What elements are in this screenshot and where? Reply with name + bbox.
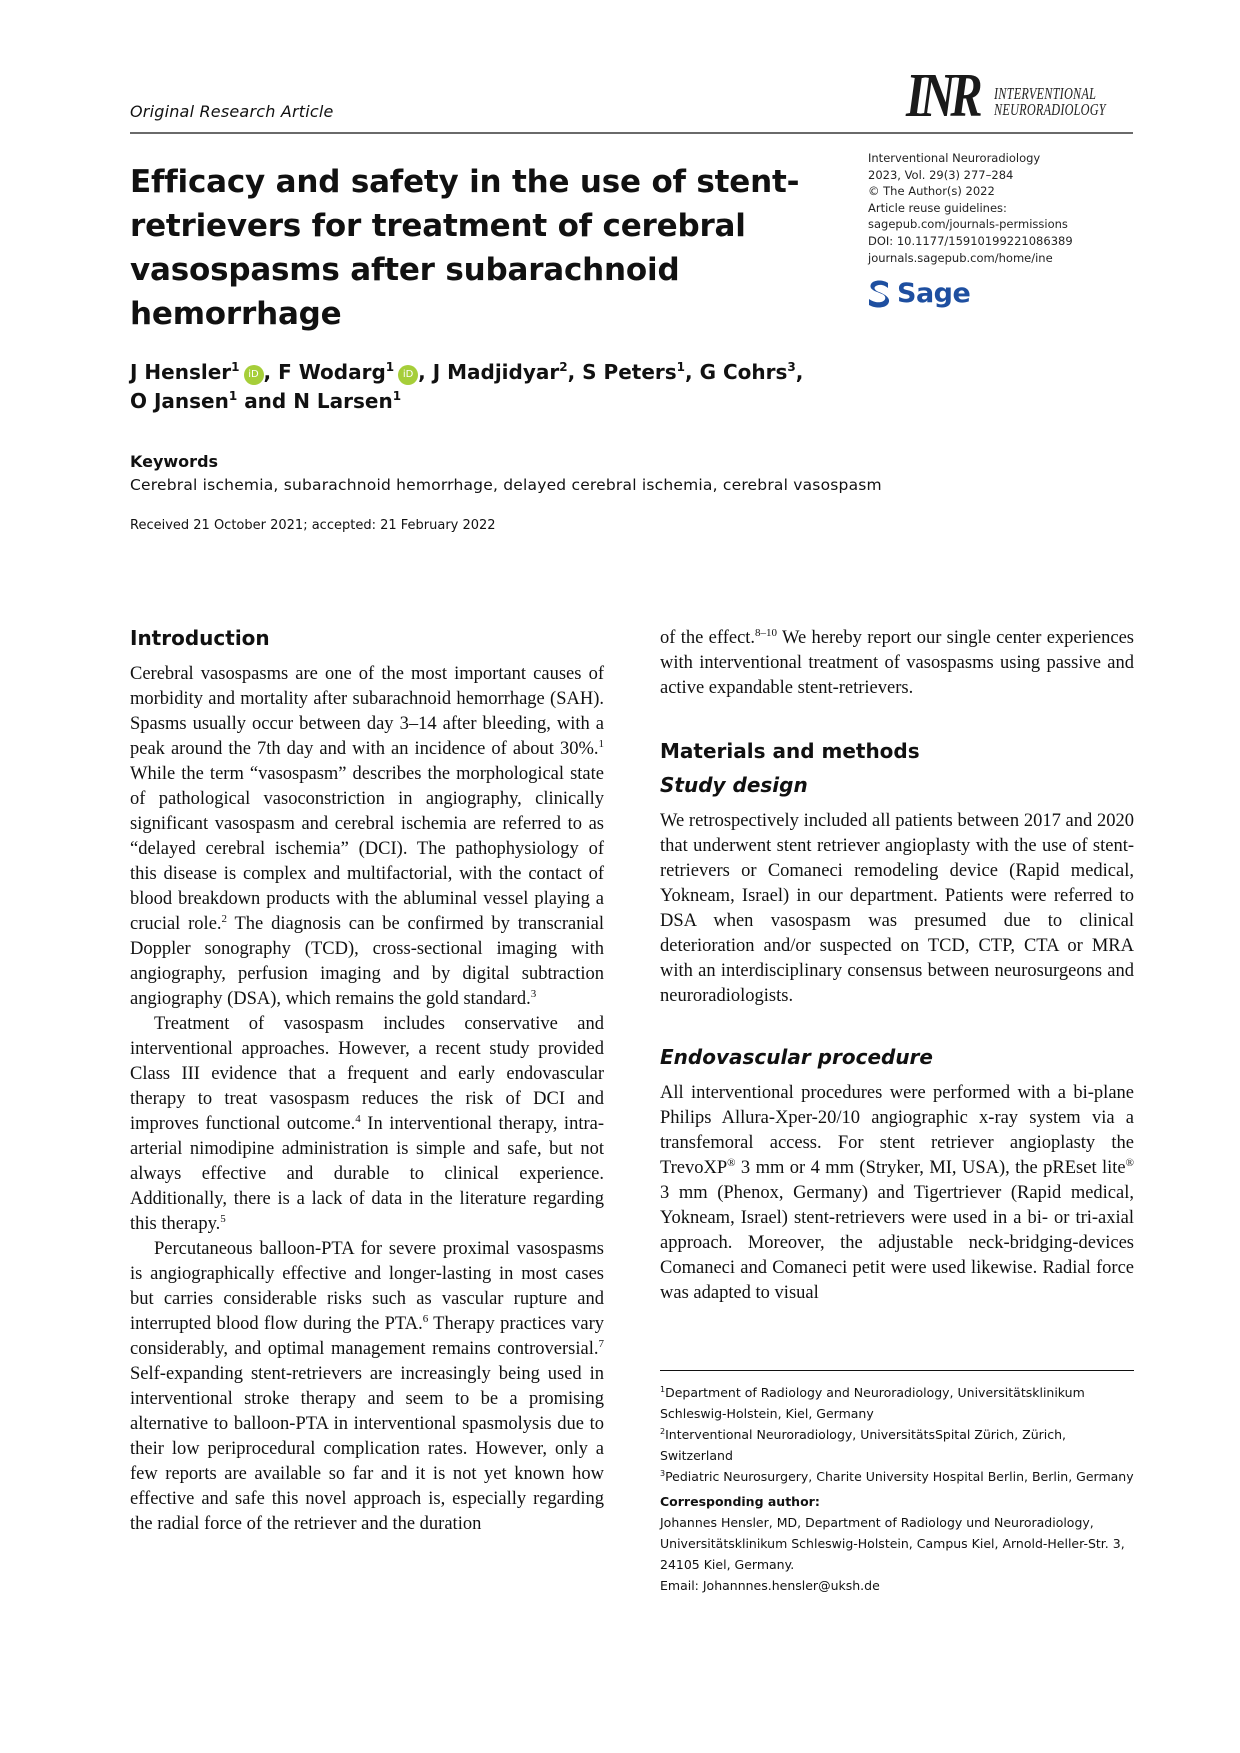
citation-superscript[interactable]: ® — [727, 1157, 736, 1169]
journal-logo-line2: NEURORADIOLOGY — [994, 100, 1106, 119]
intro-paragraph: Treatment of vasospasm includes conservative and interventional approaches. However, a recent study provided Class III evidence that a frequent and early endovascular therapy to treat vasospasm reduces the risk of DCI and improves functional outcome.$^4$ In interventional therapy, intra-arterial nimodipine administration is simple and safe, but not always effective and durable to clinical experience. Additionally, there is a lack of data in the literature regarding this therapy.$^5$ — [130, 1014, 604, 1234]
citation-superscript[interactable]: 3 — [530, 988, 537, 1000]
citation-superscript[interactable]: 4 — [355, 1113, 361, 1125]
methods-heading: Materials and methods — [660, 739, 920, 763]
author: N Larsen$^1$ — [293, 389, 402, 413]
article-title: Efficacy and safety in the use of stent-retrievers for treatment of cerebral vasospasms after subarachnoid hemorrhage — [130, 164, 800, 332]
affiliation: $^3$Pediatric Neurosurgery, Charite University Hospital Berlin, Berlin, Germany — [660, 1469, 1134, 1484]
right-column — [660, 626, 1134, 1306]
journal-name: Interventional Neuroradiology — [868, 151, 1041, 165]
journal-home-link[interactable]: journals.sagepub.com/home/ine — [868, 250, 1053, 265]
intro-paragraph: Percutaneous balloon-PTA for severe proximal vasospasms is angiographically effective and longer-lasting in most cases but carries considerable risks such as vascular rupture and interrupted blood flow during the PTA.$^6$ Therapy practices vary considerably, and optimal management remains controversial.$^7$ Self-expanding stent-retrievers are increasingly being used in interventional stroke therapy and seem to be a promising alternative to balloon-PTA in interventional spasmolysis due to their low periprocedural complication rates. However, only a few reports are available so far and it is not yet known how effective and safe this novel approach is, especially regarding the radial force of the retriever and the duration — [130, 1239, 604, 1534]
endovascular-paragraph: All interventional procedures were performed with a bi-plane Philips Allura-Xper-20/10 angiographic x-ray system via a transfemoral access. For stent retriever angioplasty the TrevoXP® 3 mm or 4 mm (Stryker, MI, USA), the pREset lite® 3 mm (Phenox, Germany) and Tigertriever (Rapid medical, Yokneam, Israel) stent-retrievers were used in a bi- or tri-axial approach. Moreover, the adjustable neck-bridging-devices Comaneci and Comaneci petit were used likewise. Radial force was adapted to visual — [660, 1083, 1134, 1303]
corresponding-address: Johannes Hensler, MD, Department of Radiology und Neuroradiology, Universitätsklinikum Schleswig-Holstein, Campus Kiel, Arnold-Heller-Str. 3, 24105 Kiel, Germany. — [660, 1515, 1125, 1572]
author: F Wodarg$^1$iD — [278, 360, 418, 384]
journal-logo — [906, 62, 1149, 130]
publisher-name: Sage — [897, 278, 971, 309]
citation-superscript[interactable]: 8–10 — [755, 627, 778, 639]
keywords-text: Cerebral ischemia, subarachnoid hemorrhage, delayed cerebral ischemia, cerebral vasospasm — [130, 476, 882, 494]
permissions-link[interactable]: sagepub.com/journals-permissions — [868, 217, 1068, 232]
introduction-heading: Introduction — [130, 626, 270, 650]
left-column — [130, 626, 604, 1537]
author: J Madjidyar$^2$ — [432, 360, 568, 384]
received-dates: Received 21 October 2021; accepted: 21 February 2022 — [130, 518, 496, 533]
doi-link[interactable]: DOI: 10.1177/15910199221086389 — [868, 233, 1073, 248]
citation-superscript[interactable]: 1 — [598, 738, 604, 750]
affiliation: $^2$Interventional Neuroradiology, UniversitätsSpital Zürich, Zürich, Switzerland — [660, 1427, 1067, 1463]
author-list: J Hensler$^1$iD , F Wodarg$^1$iD , J Madjidyar$^2$, S Peters$^1$, G Cohrs$^3$, O Jansen$^1$ and N Larsen$^1$ — [130, 360, 804, 413]
sage-s-icon — [866, 279, 892, 309]
endovascular-heading: Endovascular procedure — [660, 1045, 933, 1069]
orcid-icon[interactable]: iD — [398, 365, 418, 385]
author: J Hensler$^1$iD — [130, 360, 264, 384]
affiliation: $^1$Department of Radiology and Neuroradiology, Universitätsklinikum Schleswig-Holstein, Kiel, Germany — [660, 1385, 1085, 1421]
citation-superscript[interactable]: 2 — [221, 913, 228, 925]
copyright: © The Author(s) 2022 — [868, 184, 995, 199]
journal-logo-line1: INTERVENTIONAL — [994, 84, 1097, 103]
reuse-label: Article reuse guidelines: — [868, 200, 1007, 215]
intro-paragraph-continued: of the effect.$^{8-10}$ We hereby report our single center experiences with interventional treatment of vasospasms using passive and active expandable stent-retrievers. — [660, 627, 1134, 698]
author: O Jansen$^1$ — [130, 389, 238, 413]
citation-superscript[interactable]: ® — [1125, 1157, 1134, 1169]
footnote-divider — [660, 1370, 1134, 1371]
orcid-icon[interactable]: iD — [244, 365, 264, 385]
journal-logo-wordmark — [992, 86, 1149, 118]
author: G Cohrs$^3$ — [699, 360, 796, 384]
header-divider — [130, 132, 1133, 134]
publisher-logo — [866, 278, 970, 309]
author-conjunction: and — [244, 389, 287, 413]
journal-volume: 2023, Vol. 29(3) 277–284 — [868, 167, 1014, 182]
study-design-heading: Study design — [660, 773, 808, 797]
citation-superscript[interactable]: 7 — [598, 1338, 604, 1350]
journal-info — [868, 150, 1073, 266]
study-design-paragraph: We retrospectively included all patients between 2017 and 2020 that underwent stent retriever angioplasty with the use of stent-retrievers or Comaneci remodeling device (Rapid medical, Yokneam, Israel) in our department. Patients were referred to DSA when vasospasm was presumed due to clinical deterioration and/or suspected on TCD, CTP, CTA or MRA with an interdisciplinary consensus between neurosurgeons and neuroradiologists. — [660, 811, 1134, 1006]
corresponding-email[interactable]: Email: Johannnes.hensler@uksh.de — [660, 1578, 880, 1593]
keywords-heading: Keywords — [130, 452, 219, 471]
citation-superscript[interactable]: 5 — [220, 1213, 226, 1225]
footnotes — [660, 1382, 1134, 1596]
author: S Peters$^1$ — [582, 360, 686, 384]
article-type-label: Original Research Article — [130, 102, 334, 121]
intro-paragraph: Cerebral vasospasms are one of the most important causes of morbidity and mortality after subarachnoid hemorrhage (SAH). Spasms usually occur between day 3–14 after bleeding, with a peak around the 7th day and with an incidence of about 30%.$^1$ While the term “vasospasm” describes the morphological state of pathological vasoconstriction in angiography, clinically significant vasospasm and cerebral ischemia are referred to as “delayed cerebral ischemia” (DCI). The pathophysiology of this disease is complex and multifactorial, with the contact of blood breakdown products with the abluminal vessel playing a crucial role.$^2$ The diagnosis can be confirmed by transcranial Doppler sonography (TCD), cross-sectional imaging with angiography, perfusion imaging and by digital subtraction angiography (DSA), which remains the gold standard.$^3$ — [130, 664, 604, 1009]
journal-logo-mark: INR — [906, 62, 978, 130]
corresponding-heading: Corresponding author: — [660, 1494, 820, 1509]
citation-superscript[interactable]: 6 — [422, 1313, 429, 1325]
